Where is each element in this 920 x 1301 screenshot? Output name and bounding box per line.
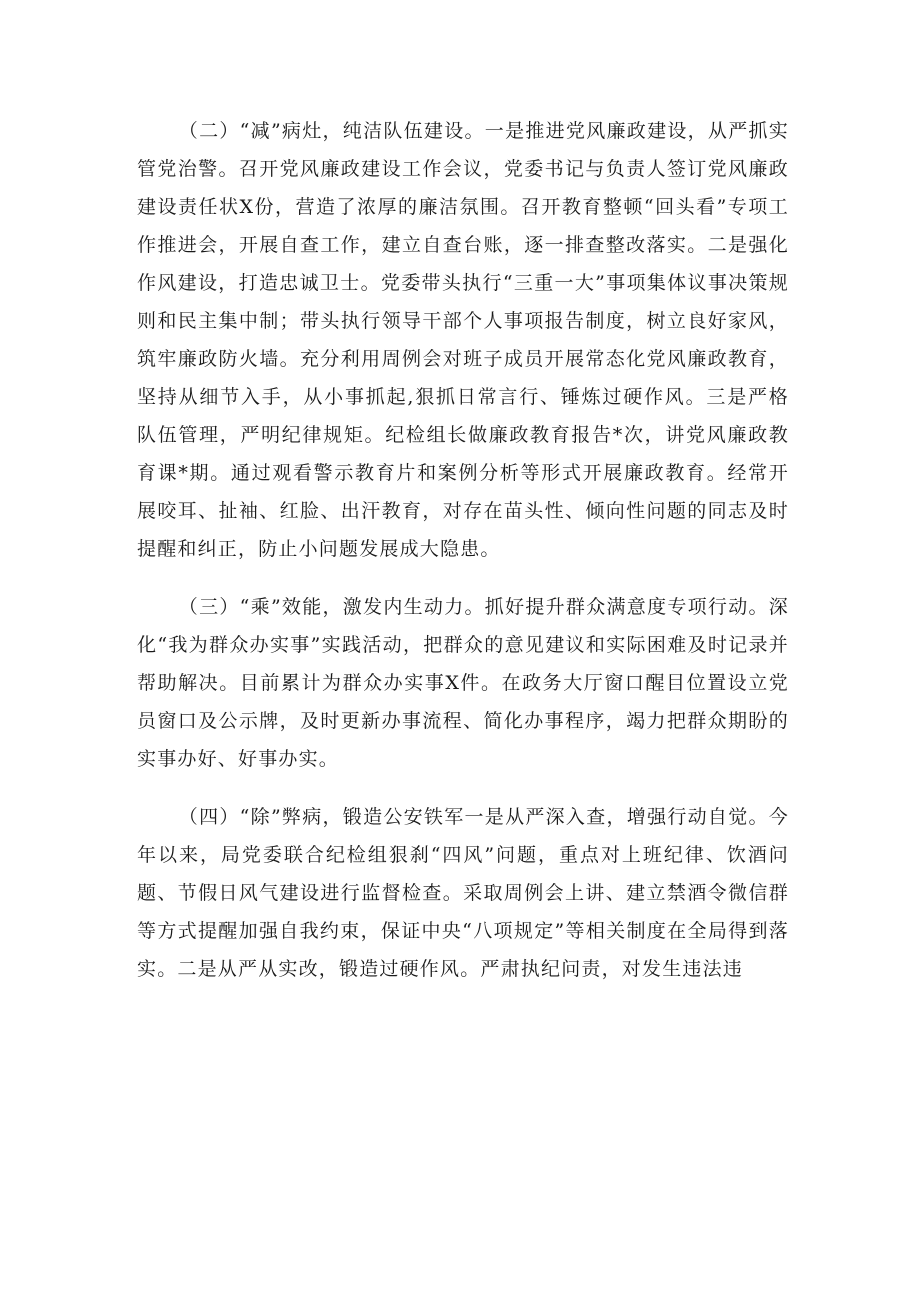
paragraph-section-4: （四）“除”弊病，锻造公安铁军一是从严深入查，增强行动自觉。今年以来，局党委联合纪检组狠刹“四风”问题，重点对上班纪律、饮酒问题、节假日风气建设进行监督检查。采取周例会上讲、建立禁酒令微信群等方式提醒加强自我约束，保证中央“八项规定”等相关制度在全局得到落实。二是从严从实改，锻造过硬作风。严肃执纪问责，对发生违法违 <box>137 806 789 980</box>
paragraph-section-2: （二）“减”病灶，纯洁队伍建设。一是推进党风廉政建设，从严抓实管党治警。召开党风廉政建设工作会议，党委书记与负责人签订党风廉政建设责任状X份，营造了浓厚的廉洁氛围。召开教育整顿“回头看”专项工作推进会，开展自查工作，建立自查台账，逐一排查整改落实。二是强化作风建设，打造忠诚卫士。党委带头执行“三重一大”事项集体议事决策规则和民主集中制；带头执行领导干部个人事项报告制度，树立良好家风，筑牢廉政防火墙。充分利用周例会对班子成员开展常态化党风廉政教育，坚持从细节入手，从小事抓起,狠抓日常言行、锤炼过硬作风。三是严格队伍管理，严明纪律规矩。纪检组长做廉政教育报告*次，讲党风廉政教育课*期。通过观看警示教育片和案例分析等形式开展廉政教育。经常开展咬耳、扯袖、红脸、出汗教育，对存在苗头性、倾向性问题的同志及时提醒和纠正，防止小问题发展成大隐患。 <box>137 120 789 560</box>
paragraph-section-3: （三）“乘”效能，激发内生动力。抓好提升群众满意度专项行动。深化“我为群众办实事”实践活动，把群众的意见建议和实际困难及时记录并帮助解决。目前累计为群众办实事X件。在政务大厅窗口醒目位置设立党员窗口及公示牌，及时更新办事流程、简化办事程序，竭力把群众期盼的实事办好、好事办实。 <box>137 596 789 770</box>
document-body <box>137 112 789 988</box>
